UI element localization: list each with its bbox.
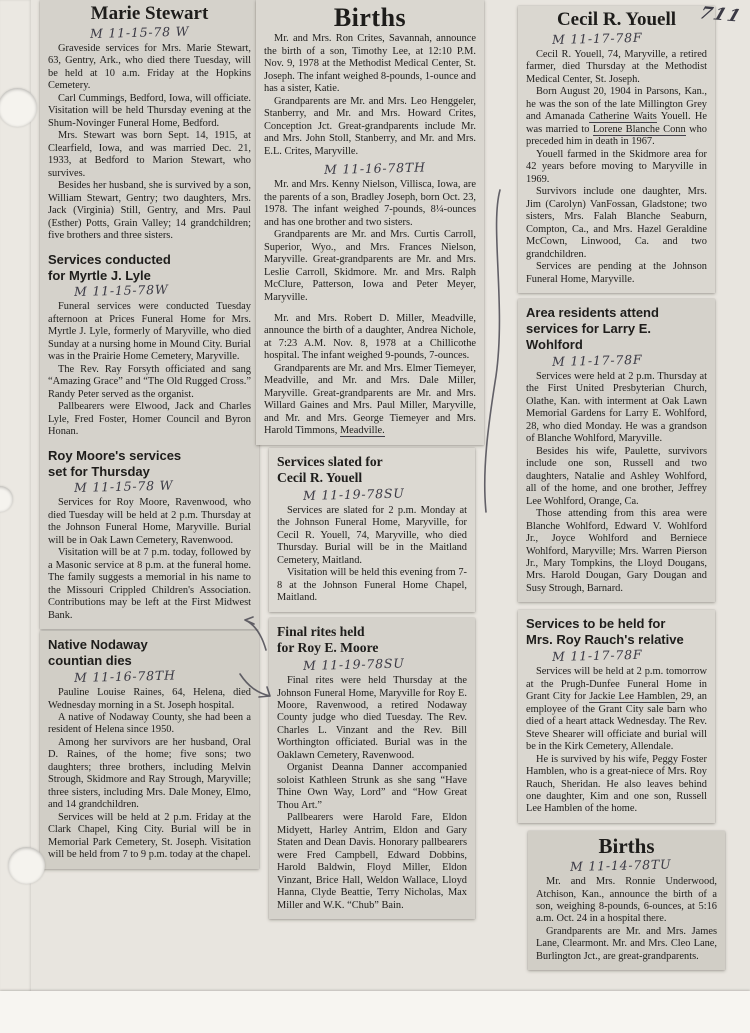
heading-line: Area residents attend (526, 305, 659, 321)
body-paragraph: Among her survivors are her husband, Oral D. Raines, of the home; five sons; two daughters; three brothers, including Melvin Strough, Skidmore and Ray Strough, Maryville; three sisters, including Mrs. Dale Money, Elmo, and 14 grandchildren. (48, 736, 251, 811)
body-paragraph: Services for Roy Moore, Ravenwood, who died Tuesday will be held at 2 p.m. Thursday at the Johnson Funeral Home, Maryville. Burial will be in Oak Lawn Cemetery, Ravenwood. (48, 497, 251, 546)
date-annotation: M 11-15-78 W (89, 23, 190, 41)
body-paragraph: Final rites were held Thursday at the Johnson Funeral Home, Maryville for Roy E. Moore, Ravenwood, a retired Nodaway County judge who died Tuesday. The Rev. Charles L. Vinzant and the Rev. Bill Worthington officiated. Burial was in the Oaklawn Cemetery, Ravenwood. (277, 675, 467, 761)
body-paragraph: Pallbearers were Harold Fare, Eldon Midyett, Harley Antrim, Eldon and Gary Staten and Dean Davis. Honorary pallbearers were Fred Campbell, Edward Dobbins, Harold Baldwin, Floyd Miller, Eldon Vinzant, Brice Hall, Weldon Wallace, Lloyd Hanna, Clyde Beattie, Terry Nicholas, Max Miller and W.K. “Chub” Bain. (277, 812, 467, 911)
left-column (40, 0, 259, 869)
body-paragraph: Grandparents are Mr. and Mrs. Curtis Carroll, Superior, Wyo., and Mrs. Frances Nielson, Maryville. Great-grandparents are Mr. and Mrs. Leslie Carroll, Skidmore. Mr. and Mrs. Ralph McClure, Patterson, Iowa and Peter Meyer, Maryville. (264, 229, 476, 303)
body-paragraph: Services will be held at 2 p.m. tomorrow at the Prugh-Dunfee Funeral Home in Grant City for Jackie Lee Hamblen, 29, an employee of the Grant City sale barn who died of a heart attack Wednesday. The Rev. Steve Shearer will officiate and burial will be in the Kirk Cemetery, Allendale. (526, 666, 707, 753)
date-annotation: M 11-16-78TH (73, 667, 176, 686)
heading-line: Services conducted (48, 251, 171, 267)
date-annotation: M 11-17-78F (551, 351, 643, 369)
body-paragraph: Those attending from this area were Blanche Wohlford, Edward V. Wohlford Jr., Joyce Wohlford and Berniece Wohlford, Maryville; Mrs. Warren Pierson Jr., Mary Tompkins, the Lloyd Dougans, Mrs. Harold Dougan, Gary Dougan and Susy Strough, Barnard. (526, 508, 707, 594)
clipping-obituaries-left (40, 0, 259, 629)
body-paragraph: Besides his wife, Paulette, survivors include one son, Russell and two daughters, Natalie and Ashley Wohlford, all of the home, and one brother, Jeffrey Lee Wohlford, Orange, Ca. (526, 445, 707, 507)
section-heading-wohlford (526, 305, 707, 353)
body-paragraph: Pallbearers were Elwood, Jack and Charles Lyle, Fred Foster, Homer Council and Byron Honan. (48, 401, 251, 438)
heading-line: countian dies (48, 653, 132, 669)
date-annotation: M 11-19-78SU (302, 655, 405, 674)
heading-line: Services to be held for (526, 616, 666, 632)
heading-line: set for Thursday (48, 463, 150, 479)
hole-punch (0, 88, 37, 127)
middle-column (256, 0, 484, 919)
heading-line: Mrs. Roy Rauch's relative (526, 632, 684, 648)
body-paragraph: Mr. and Mrs. Ron Crites, Savannah, announce the birth of a son, Timothy Lee, at 12:10 P.M. Nov. 9, 1978 at the Methodist Medical Center, St. Joseph. The infant weighed 8-pounds, 1-ounce and has a sister, Katie. (264, 33, 476, 95)
body-paragraph: He is survived by his wife, Peggy Foster Hamblen, who is a great-niece of Mrs. Roy Rauch, Sheridan. He also leaves behind one daughter, Kim and one son, Russell Lee Hamblen of the home. (526, 753, 707, 815)
clipping-births-right (528, 831, 725, 970)
body-paragraph: Grandparents are Mr. and Mrs. Leo Henggeler, Stanberry, and Mr. and Mrs. Howard Crites, Conception Jct. Great-grandparents include Mr. and Mrs. John Stoll, Stanberry, and Mr. and Mrs. E.L. Crites, Maryville. (264, 95, 476, 157)
body-paragraph: Visitation will be at 7 p.m. today, followed by a Masonic service at 8 p.m. at the funeral home. The family suggests a memorial in his name to the Missouri Crippled Children's Association. Contributions may be left at the First Midwest Bank. (48, 547, 251, 621)
body-paragraph: Youell farmed in the Skidmore area for 42 years before moving to Maryville in 1969. (526, 148, 707, 185)
body-paragraph: Grandparents are Mr. and Mrs. Elmer Tiemeyer, Meadville, and Mr. and Mrs. Dale Miller, Maryville. Great-grandparents are Mr. and Mrs. Willard Gaines and Mrs. Paul Miller, Maryville, and Mr. and Mrs. George Tiemeyer and Mrs. Harold Timmons, Meadville. (264, 362, 476, 437)
heading-line: for Myrtle J. Lyle (48, 267, 151, 283)
clipping-rauch-relative (518, 610, 715, 823)
body-paragraph: Mr. and Mrs. Ronnie Underwood, Atchison, Kan., announce the birth of a son, weighing 8-pounds, 6-ounces, at 5:16 a.m. Oct. 24 in a hospital there. (536, 876, 717, 925)
date-annotation: M 11-15-78W (73, 282, 169, 300)
body-paragraph: Services are slated for 2 p.m. Monday at the Johnson Funeral Home, Maryville, for Cecil R. Youell, 74, Maryville, who died Thursday. Burial will be in the Maitland Cemetery, Maitland. (277, 504, 467, 566)
heading-line: Native Nodaway (48, 637, 148, 653)
body-paragraph: A native of Nodaway County, she had been a resident of Helena since 1950. (48, 711, 251, 736)
body-paragraph: Funeral services were conducted Tuesday afternoon at Prices Funeral Home for Mrs. Myrtle J. Lyle, formerly of Maryville, who died Sunday at a nursing home in Mound City. Burial was in the Prairie Home Cemetery, Maryville. (48, 301, 251, 363)
headline-marie-stewart: Marie Stewart (90, 3, 209, 24)
clipping-youell-obituary (518, 6, 715, 293)
body-paragraph: Besides her husband, she is survived by a son, William Stewart, Gentry; two daughters, Mrs. Jack (Virginia) Still, Gentry, and Mrs. Paul (Esther) Potts, Grain Valley; 14 grandchildren; five brothers and three sisters. (48, 180, 251, 242)
headline-births: Births (333, 3, 407, 32)
page-bottom-margin (0, 991, 750, 1033)
clipping-nodaway-countian (40, 631, 259, 869)
date-annotation: M 11-16-78TH (323, 159, 426, 178)
clipping-wohlford-services (518, 299, 715, 602)
date-annotation: M 11-17-78F (551, 29, 643, 47)
page-number-annotation: 711 (696, 3, 745, 27)
body-paragraph: Mr. and Mrs. Robert D. Miller, Meadville, announce the birth of a daughter, Andrea Nichole, at 7:23 A.M. Nov. 8, 1978 at a Chillicothe hospital. The infant weighed 9-pounds, 7-ounces. (264, 312, 476, 362)
section-heading-nodaway (48, 637, 251, 669)
body-paragraph: Visitation will be held this evening from 7-8 at the Johnson Funeral Home Chapel, Maitland. (277, 567, 467, 604)
section-heading-youell-services (277, 454, 467, 487)
date-annotation: M 11-19-78SU (302, 485, 405, 503)
body-paragraph: Mrs. Stewart was born Sept. 14, 1915, at Clearfield, Iowa, and was married Dec. 21, 1933, at Bedford to Marion Stewart, who survives. (48, 130, 251, 179)
clipping-moore-final-rites (269, 618, 475, 919)
pen-arrow-annotation (238, 672, 274, 700)
date-annotation: M 11-14-78TU (569, 856, 672, 875)
clipping-youell-services (269, 448, 475, 612)
body-paragraph: Organist Deanna Danner accompanied soloist Kathleen Strunk as she sang “Have Thine Own Way, Lord” and “How Great Thou Art.” (277, 762, 467, 811)
heading-line: Roy Moore's services (48, 447, 182, 463)
body-paragraph: Services are pending at the Johnson Funeral Home, Maryville. (526, 261, 707, 285)
body-paragraph: Survivors include one daughter, Mrs. Jim (Carolyn) VanFossan, Gladstone; two sisters, Mrs. Falah Blanche Seaburn, Compton, Ca., and Mrs. Hazel Geraldine McCown, Linwood, Ca. and two grandchildren. (526, 186, 707, 260)
pen-stroke-annotation (470, 186, 510, 516)
section-heading-moore-rites (277, 624, 467, 657)
heading-line: for Roy E. Moore (277, 640, 379, 656)
body-paragraph: Services were held at 2 p.m. Thursday at the First United Presbyterian Church, Olathe, Kan. with interment at Oak Lawn Memorial Gardens for Larry E. Wohlford, 28, who died Monday. He was a grandson of Blanche Wohlford, Maryville. (526, 370, 707, 445)
headline-births: Births (598, 833, 655, 858)
heading-line: Cecil R. Youell (277, 470, 363, 486)
date-annotation: M 11-15-78 W (73, 478, 174, 496)
body-paragraph: Cecil R. Youell, 74, Maryville, a retired farmer, died Thursday at the Methodist Medical Center, St. Joseph. (526, 48, 707, 85)
section-heading-rauch (526, 616, 707, 648)
hole-punch (8, 847, 45, 884)
body-paragraph: Services will be held at 2 p.m. Friday at the Clark Chapel, King City. Burial will be in Memorial Park Cemetery, St. Joseph. Visitation will be held from 7 to 9 p.m. today at the chapel. (48, 811, 251, 861)
body-paragraph: Mr. and Mrs. Kenny Nielson, Villisca, Iowa, are the parents of a son, Bradley Joseph, born Oct. 23, 1978. The infant weighed 7-pounds, 8¼-ounces and has one brother and two sisters. (264, 179, 476, 228)
body-paragraph: Graveside services for Mrs. Marie Stewart, 63, Gentry, Ark., who died there Tuesday, will be held at 10 a.m. Friday at the Hopkins Cemetery. (48, 42, 251, 92)
date-annotation: M 11-17-78F (551, 646, 643, 665)
body-paragraph: Grandparents are Mr. and Mrs. James Lane, Clearmont. Mr. and Mrs. Cleo Lane, Burlington Jct., are great-grandparents. (536, 925, 717, 962)
pen-arrow-annotation (240, 610, 268, 652)
body-paragraph: The Rev. Ray Forsyth officiated and sang “Amazing Grace” and “The Old Rugged Cross.” Randy Peter served as the organist. (48, 363, 251, 400)
right-column (518, 6, 715, 970)
section-heading-roy-moore (48, 448, 251, 480)
clipping-births-middle (256, 0, 484, 445)
heading-line: Services slated for (277, 453, 383, 469)
headline-cecil-youell: Cecil R. Youell (556, 9, 677, 30)
body-paragraph: Carl Cummings, Bedford, Iowa, will officiate. Visitation will be held Thursday evening at the Shum-Novinger Funeral Home, Bedford. (48, 92, 251, 129)
body-paragraph: Born August 20, 1904 in Parsons, Kan., he was the son of the late Millington Grey and Amanada Catherine Waits Youell. He was married to Lorene Blanche Conn who preceded him in death in 1967. (526, 86, 707, 148)
heading-line: services for Larry E. Wohlford (526, 321, 652, 352)
body-paragraph: Pauline Louise Raines, 64, Helena, died Wednesday morning in a St. Joseph hospital. (48, 687, 251, 711)
section-heading-myrtle-lyle (48, 252, 251, 284)
heading-line: Final rites held (277, 623, 365, 639)
